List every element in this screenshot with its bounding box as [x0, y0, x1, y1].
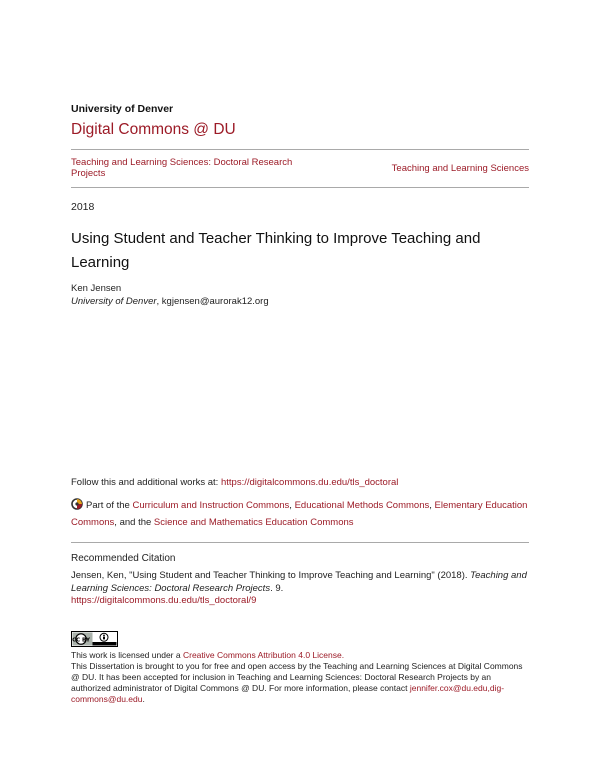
citation-heading: Recommended Citation — [71, 553, 176, 564]
part-of-sep2: , — [429, 500, 435, 511]
series-link-department[interactable]: Teaching and Learning Sciences — [391, 163, 529, 174]
follow-url[interactable]: https://digitalcommons.du.edu/tls_doctoral — [220, 477, 399, 488]
part-of-sep1: , — [289, 500, 295, 511]
follow-label: Follow this and additional works at: — [71, 477, 221, 488]
license-link[interactable]: Creative Commons Attribution 4.0 License. — [182, 650, 345, 660]
license-prefix: This work is licensed under a — [71, 650, 183, 660]
series-link-doctoral[interactable]: Teaching and Learning Sciences: Doctoral Research Projects — [71, 157, 293, 179]
publication-year: 2018 — [71, 201, 95, 213]
affiliation-name: University of Denver — [71, 296, 157, 307]
citation-suffix: . 9. — [270, 582, 284, 594]
part-of-prefix: Part of the — [86, 500, 133, 511]
follow-line — [71, 477, 398, 488]
commons-network-icon — [71, 498, 83, 510]
divider-citation — [71, 542, 529, 543]
author-name: Ken Jensen — [71, 283, 122, 294]
author-email: , kgjensen@aurorak12.org — [156, 296, 269, 307]
divider-top — [71, 149, 529, 150]
repository-link[interactable]: Digital Commons @ DU — [71, 121, 236, 138]
cc-badge-label: CC BY — [72, 637, 90, 644]
part-of-line — [71, 497, 529, 531]
contact-email-link[interactable]: jennifer.cox@du.edu,dig-commons@du.edu — [71, 683, 505, 704]
citation-text — [71, 570, 531, 608]
document-title: Using Student and Teacher Thinking to Improve Teaching and Learning — [71, 230, 481, 271]
curriculum-commons-link[interactable]: Curriculum and Instruction Commons — [132, 500, 290, 511]
educational-methods-link[interactable]: Educational Methods Commons — [294, 500, 430, 511]
divider-series — [71, 187, 529, 188]
part-of-sep3: , and the — [114, 517, 154, 528]
elementary-education-link[interactable]: Elementary Education Commons — [71, 500, 528, 528]
institution-name: University of Denver — [71, 103, 174, 115]
science-math-education-link[interactable]: Science and Mathematics Education Commons — [153, 517, 354, 528]
author-affiliation — [71, 296, 269, 307]
creative-commons-badge[interactable] — [71, 631, 118, 647]
citation-body: Jensen, Ken, "Using Student and Teacher Thinking to Improve Teaching and Learning" (2018). — [71, 570, 471, 581]
citation-url[interactable]: https://digitalcommons.du.edu/tls_doctoral/9 — [71, 595, 257, 606]
license-end: . — [142, 694, 145, 704]
citation-series: Teaching and Learning Sciences: Doctoral Research Projects — [71, 570, 527, 594]
license-body: This Dissertation is brought to you for free and open access by the Teaching and Learning Sciences at Digital Commons @ DU. It has been accepted for inclusion in Teaching and Learning Sciences: Doctoral Research Projects by an authorized administrator of Digital Commons @ DU. For more information, please contact — [71, 661, 523, 693]
license-text — [71, 650, 531, 705]
